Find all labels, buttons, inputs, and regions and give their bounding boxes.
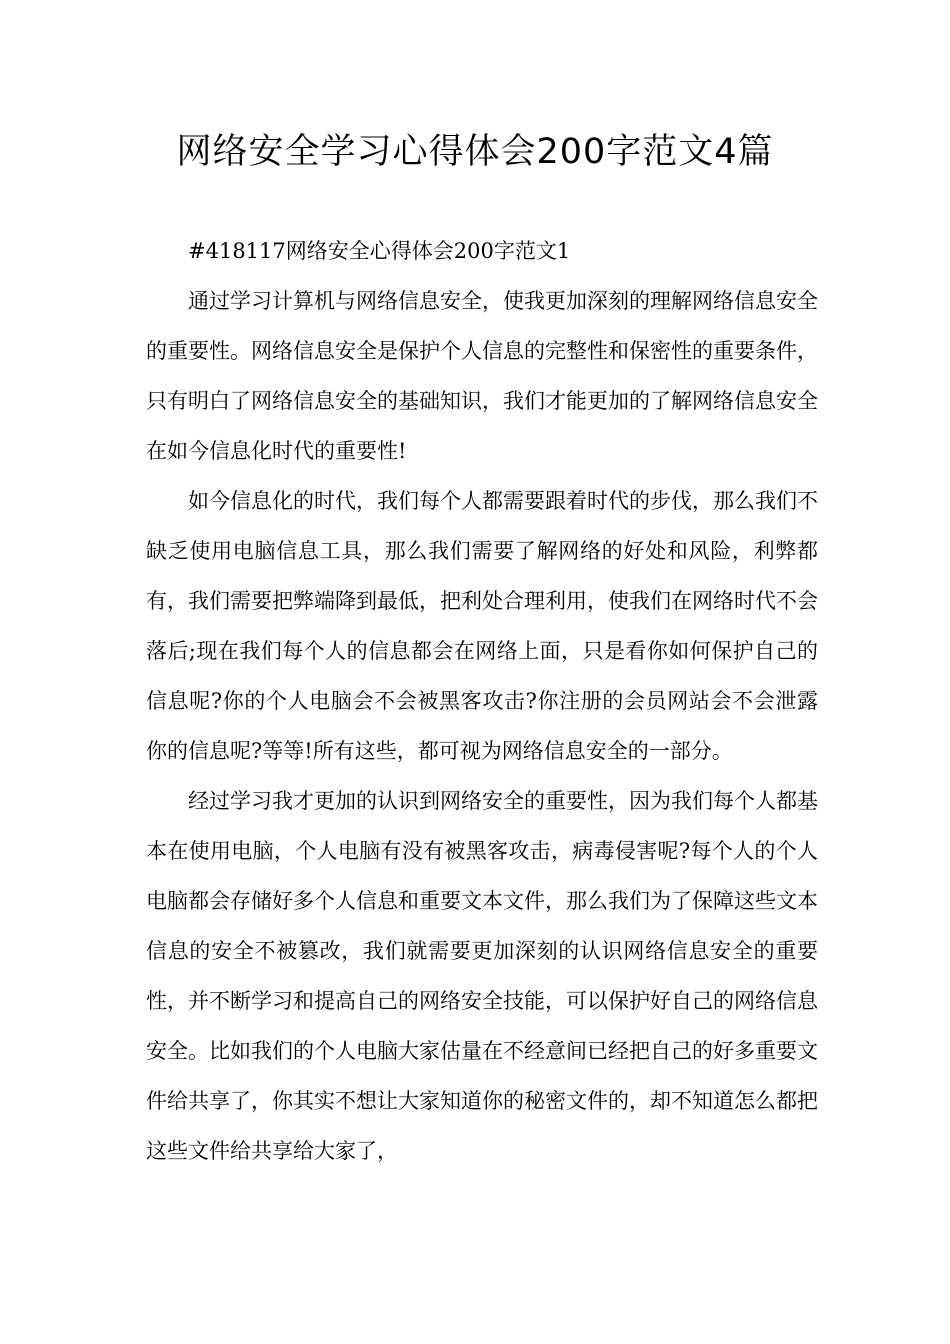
paragraph-3: 经过学习我才更加的认识到网络安全的重要性，因为我们每个人都基本在使用电脑，个人电脑有没有被黑客攻击，病毒侵害呢?每个人的个人电脑都会存储好多个人信息和重要文本文件，那么我们为了保障这些文本信息的安全不被篡改，我们就需要更加深刻的认识网络信息安全的重要性，并不断学习和提高自己的网络安全技能，可以保护好自己的网络信息安全。比如我们的个人电脑大家估量在不经意间已经把自己的好多重要文件给共享了，你其实不想让大家知道你的秘密文件的，却不知道怎么都把这些文件给共享给大家了， [146, 789, 818, 1163]
document-body [146, 226, 818, 1176]
paragraph-2: 如今信息化的时代，我们每个人都需要跟着时代的步伐，那么我们不缺乏使用电脑信息工具，那么我们需要了解网络的好处和风险，利弊都有，我们需要把弊端降到最低，把利处合理利用，使我们在网络时代不会落后;现在我们每个人的信息都会在网络上面，只是看你如何保护自己的信息呢?你的个人电脑会不会被黑客攻击?你注册的会员网站会不会泄露你的信息呢?等等!所有这些，都可视为网络信息安全的一部分。 [146, 489, 818, 763]
section-heading: #418117网络安全心得体会200字范文1 [188, 239, 571, 263]
document-title: 网络安全学习心得体会200字范文4篇 [176, 132, 774, 172]
paragraph-1: 通过学习计算机与网络信息安全，使我更加深刻的理解网络信息安全的重要性。网络信息安全是保护个人信息的完整性和保密性的重要条件，只有明白了网络信息安全的基础知识，我们才能更加的了解网络信息安全在如今信息化时代的重要性! [146, 289, 818, 463]
